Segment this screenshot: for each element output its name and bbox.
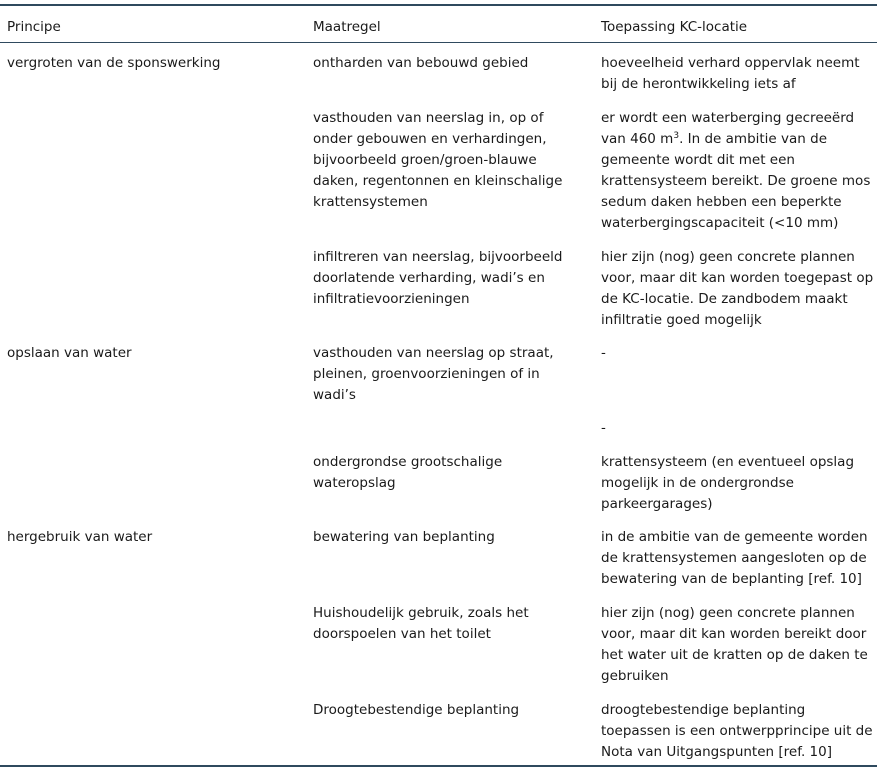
row-maatregel-line: vasthouden van neerslag in, op of: [313, 110, 544, 126]
row-principe: hergebruik van water: [7, 529, 153, 545]
row-principe: vergroten van de sponswerking: [7, 55, 221, 71]
volume-text-tail: . In de ambitie van de: [679, 131, 828, 147]
row-maatregel-line: onder gebouwen en verhardingen,: [313, 131, 547, 147]
row-maatregel-line: doorlatende verharding, wadi’s en: [313, 270, 545, 286]
row-maatregel-line: vasthouden van neerslag op straat,: [313, 345, 554, 361]
row-toepassing-line: in de ambitie van de gemeente worden: [601, 529, 868, 545]
volume-text: van 460 m: [601, 131, 674, 147]
row-toepassing-line: hier zijn (nog) geen concrete plannen: [601, 249, 855, 265]
row-maatregel-line: krattensystemen: [313, 194, 428, 210]
row-maatregel-line: bewatering van beplanting: [313, 529, 495, 545]
row-toepassing-line: toepassen is een ontwerpprincipe uit de: [601, 723, 873, 739]
row-toepassing-line: droogtebestendige beplanting: [601, 702, 806, 718]
row-toepassing-line: sedum daken hebben een beperkte: [601, 194, 842, 210]
row-toepassing-line: voor, maar dit kan worden bereikt door: [601, 626, 867, 642]
row-maatregel-line: bijvoorbeeld groen/groen-blauwe: [313, 152, 537, 168]
header-principe: Principe: [7, 19, 61, 35]
row-toepassing-line: gebruiken: [601, 668, 669, 684]
row-toepassing-line: de krattensystemen aangesloten op de: [601, 550, 867, 566]
row-toepassing-line: mogelijk in de ondergrondse: [601, 475, 794, 491]
table-top-rule: [0, 4, 877, 6]
row-toepassing-line: voor, maar dit kan worden toegepast op: [601, 270, 874, 286]
row-toepassing-line: Nota van Uitgangspunten [ref. 10]: [601, 744, 833, 760]
row-maatregel-line: Huishoudelijk gebruik, zoals het: [313, 605, 529, 621]
row-principe: opslaan van water: [7, 345, 132, 361]
row-toepassing-line: hier zijn (nog) geen concrete plannen: [601, 605, 855, 621]
row-maatregel-line: doorspoelen van het toilet: [313, 626, 491, 642]
row-toepassing-line: parkeergarages): [601, 496, 713, 512]
row-toepassing-line: -: [601, 345, 606, 361]
volume-unit-superscript: 3: [673, 131, 680, 141]
row-toepassing-line: krattensysteem (en eventueel opslag: [601, 454, 855, 470]
row-toepassing-line: hoeveelheid verhard oppervlak neemt: [601, 55, 860, 71]
header-maatregel: Maatregel: [313, 19, 381, 35]
row-maatregel-line: ontharden van bebouwd gebied: [313, 55, 529, 71]
row-toepassing-line: -: [601, 420, 606, 436]
row-maatregel-line: wadi’s: [313, 387, 356, 403]
row-maatregel-line: wateropslag: [313, 475, 396, 491]
row-maatregel-line: ondergrondse grootschalige: [313, 454, 503, 470]
row-toepassing-line: [601, 129, 827, 150]
header-toepassing: Toepassing KC-locatie: [601, 19, 748, 35]
header-rule: [0, 42, 877, 43]
row-toepassing-line: de KC-locatie. De zandbodem maakt: [601, 291, 848, 307]
row-maatregel-line: infiltreren van neerslag, bijvoorbeeld: [313, 249, 563, 265]
row-toepassing-line: het water uit de kratten op de daken te: [601, 647, 868, 663]
row-toepassing-line: krattensysteem bereikt. De groene mos: [601, 173, 871, 189]
row-toepassing-line: er wordt een waterberging gecreeërd: [601, 110, 855, 126]
row-maatregel-line: Droogtebestendige beplanting: [313, 702, 520, 718]
row-toepassing-line: gemeente wordt dit met een: [601, 152, 795, 168]
row-maatregel-line: daken, regentonnen en kleinschalige: [313, 173, 563, 189]
table-bottom-rule: [0, 765, 877, 767]
row-toepassing-line: infiltratie goed mogelijk: [601, 312, 762, 328]
row-maatregel-line: pleinen, groenvoorzieningen of in: [313, 366, 540, 382]
row-maatregel-line: infiltratievoorzieningen: [313, 291, 470, 307]
row-toepassing-line: waterbergingscapaciteit (<10 mm): [601, 215, 839, 231]
row-toepassing-line: bij de herontwikkeling iets af: [601, 76, 796, 92]
row-toepassing-line: bewatering van de beplanting [ref. 10]: [601, 571, 862, 587]
